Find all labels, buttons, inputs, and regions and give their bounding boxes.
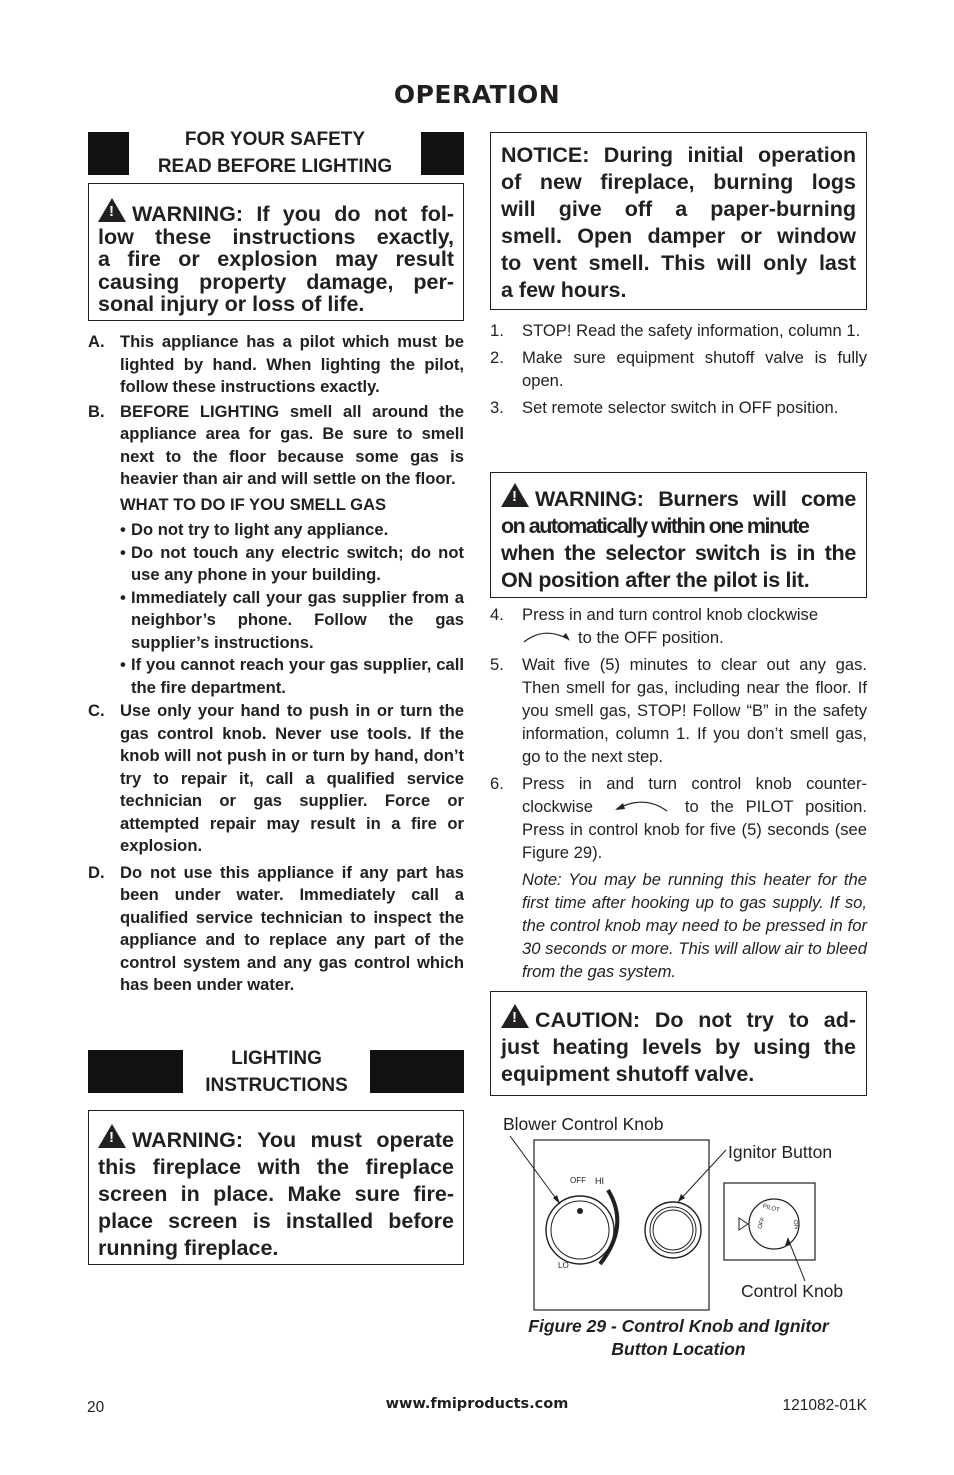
blower-hi-text: HI <box>595 1176 604 1186</box>
warning-triangle-icon <box>501 1004 529 1028</box>
safety-item-d: D. Do not use this appliance if any part has been under water. Immediately call a qualified service technician to inspect the appliance and to replace any part of the control system and any gas control which has been under water. <box>88 862 464 994</box>
safety-items <box>88 331 464 999</box>
blower-leader-line <box>510 1136 560 1204</box>
blower-lo-text: LO <box>558 1261 569 1270</box>
safety-header <box>129 126 421 180</box>
step-item: 6. Press in and turn control knob counter-clockwise to the PILOT position. Press in control knob for five (5) seconds (see Figure 29). <box>490 774 867 862</box>
page-title: OPERATION <box>393 80 561 109</box>
ignitor-button <box>645 1202 701 1258</box>
steps-1-3 <box>490 319 867 421</box>
control-knob-label: Control Knob <box>741 1281 844 1301</box>
step-item: 3. Set remote selector switch in OFF position. <box>490 398 839 417</box>
figure-caption-line2: Button Location <box>611 1339 746 1359</box>
smell-gas-bullet: • Do not try to light any appliance. <box>120 519 464 542</box>
lighting-header-line1: LIGHTING <box>231 1048 322 1069</box>
caution-box <box>490 991 867 1096</box>
smell-gas-section <box>88 494 464 700</box>
figure-caption-line1: Figure 29 - Control Knob and Ignitor <box>528 1316 829 1336</box>
warning-triangle-icon <box>98 1124 126 1148</box>
clockwise-arrow-icon <box>522 627 574 645</box>
step-item: 5. Wait five (5) minutes to clear out any gas. Then smell for gas, including near the floor. If you smell gas, STOP! Follow “B” in the safety information, column 1. If you don’t smell gas, go to the next step. <box>490 655 867 766</box>
step-item: 2. Make sure equipment shutoff valve is fully open. <box>490 348 867 390</box>
lighting-bar-left-block <box>88 1050 183 1093</box>
caution-text: !CAUTION: Do not try to ad- just heating levels by using the equipment shutoff valve. <box>501 1003 856 1088</box>
counterclockwise-arrow-icon <box>609 796 669 814</box>
warning-3-text: !WARNING: Burners will come on automatically within one minute when the selector switch is in the ON position after the pilot is lit. <box>501 482 856 594</box>
notice-box <box>490 132 867 310</box>
safety-item-b: B. BEFORE LIGHTING smell all around the appliance area for gas. Be sure to smell next to the floor because some gas is heavier than air and will settle on the floor. <box>88 401 464 488</box>
safety-item-a: A. This appliance has a pilot which must be lighted by hand. When lighting the pilot, follow these instructions exactly. <box>88 332 464 396</box>
safety-header-line1: FOR YOUR SAFETY <box>184 129 366 150</box>
warning-triangle-icon <box>501 483 529 507</box>
header-bar-left-block <box>88 132 129 175</box>
document-number: 121082-01K <box>782 1397 867 1414</box>
ignitor-leader-line <box>678 1150 726 1202</box>
warning-1-text: !WARNING: If you do not fol- low these instructions exactly, a fire or explosion may result causing property damage, per- sonal injury or loss of life. <box>98 197 454 316</box>
warning-2-text: !WARNING: You must operate this fireplace with the fireplace screen in place. Make sure fire- place screen is installed before running fireplace. <box>98 1123 454 1262</box>
smell-gas-bullet: • Immediately call your gas supplier from a neighbor’s phone. Follow the gas supplier’s instructions. <box>120 587 464 655</box>
knob-pilot-text: PILOT <box>761 1203 781 1214</box>
website: www.fmiproducts.com <box>385 1396 569 1412</box>
step-item: 4. Press in and turn control knob clockwise to the OFF position. <box>490 605 819 647</box>
smell-gas-heading: WHAT TO DO IF YOU SMELL GAS <box>120 494 387 514</box>
step-item: 1. STOP! Read the safety information, column 1. <box>490 321 861 340</box>
warning-box-3 <box>490 472 867 598</box>
figure-caption <box>490 1315 867 1361</box>
knob-on-text: ON <box>791 1219 799 1230</box>
warning-triangle-icon <box>98 198 126 222</box>
header-bar-right-block <box>421 132 464 175</box>
ignitor-button-label: Ignitor Button <box>728 1142 833 1162</box>
control-panel-diagram <box>500 1136 860 1316</box>
steps-4-6 <box>490 603 867 983</box>
knob-off-text: OFF <box>757 1216 768 1230</box>
blower-off-text: OFF <box>570 1176 586 1185</box>
safety-item-c: C. Use only your hand to push in or turn the gas control knob. Never use tools. If the knob will not push in or turn by hand, don’t try to repair it, call a qualified service technician or gas supplier. Force or attempted repair may result in a fire or explosion. <box>88 701 464 855</box>
blower-control-knob-label: Blower Control Knob <box>503 1114 664 1134</box>
warning-box-2 <box>88 1110 464 1265</box>
notice-text: NOTICE: During initial operation of new fireplace, burning logs will give off a paper-burning smell. Open damper or window to vent smell. This will only last a few hours. <box>501 143 856 302</box>
warning-box-1 <box>88 183 464 321</box>
lighting-bar-right-block <box>370 1050 464 1093</box>
smell-gas-bullet: • If you cannot reach your gas supplier, call the fire department. <box>120 654 464 699</box>
step-6-note: Note: You may be running this heater for the first time after hooking up to gas supply. If so, the control knob may need to be pressed in for 30 seconds or more. This will allow air to bleed from the gas system. <box>522 870 867 981</box>
lighting-header-line2: INSTRUCTIONS <box>205 1075 348 1096</box>
safety-header-line2: READ BEFORE LIGHTING <box>157 156 393 177</box>
smell-gas-bullet: • Do not touch any electric switch; do not use any phone in your building. <box>120 542 464 587</box>
page-number: 20 <box>87 1399 105 1416</box>
lighting-header <box>183 1045 370 1099</box>
